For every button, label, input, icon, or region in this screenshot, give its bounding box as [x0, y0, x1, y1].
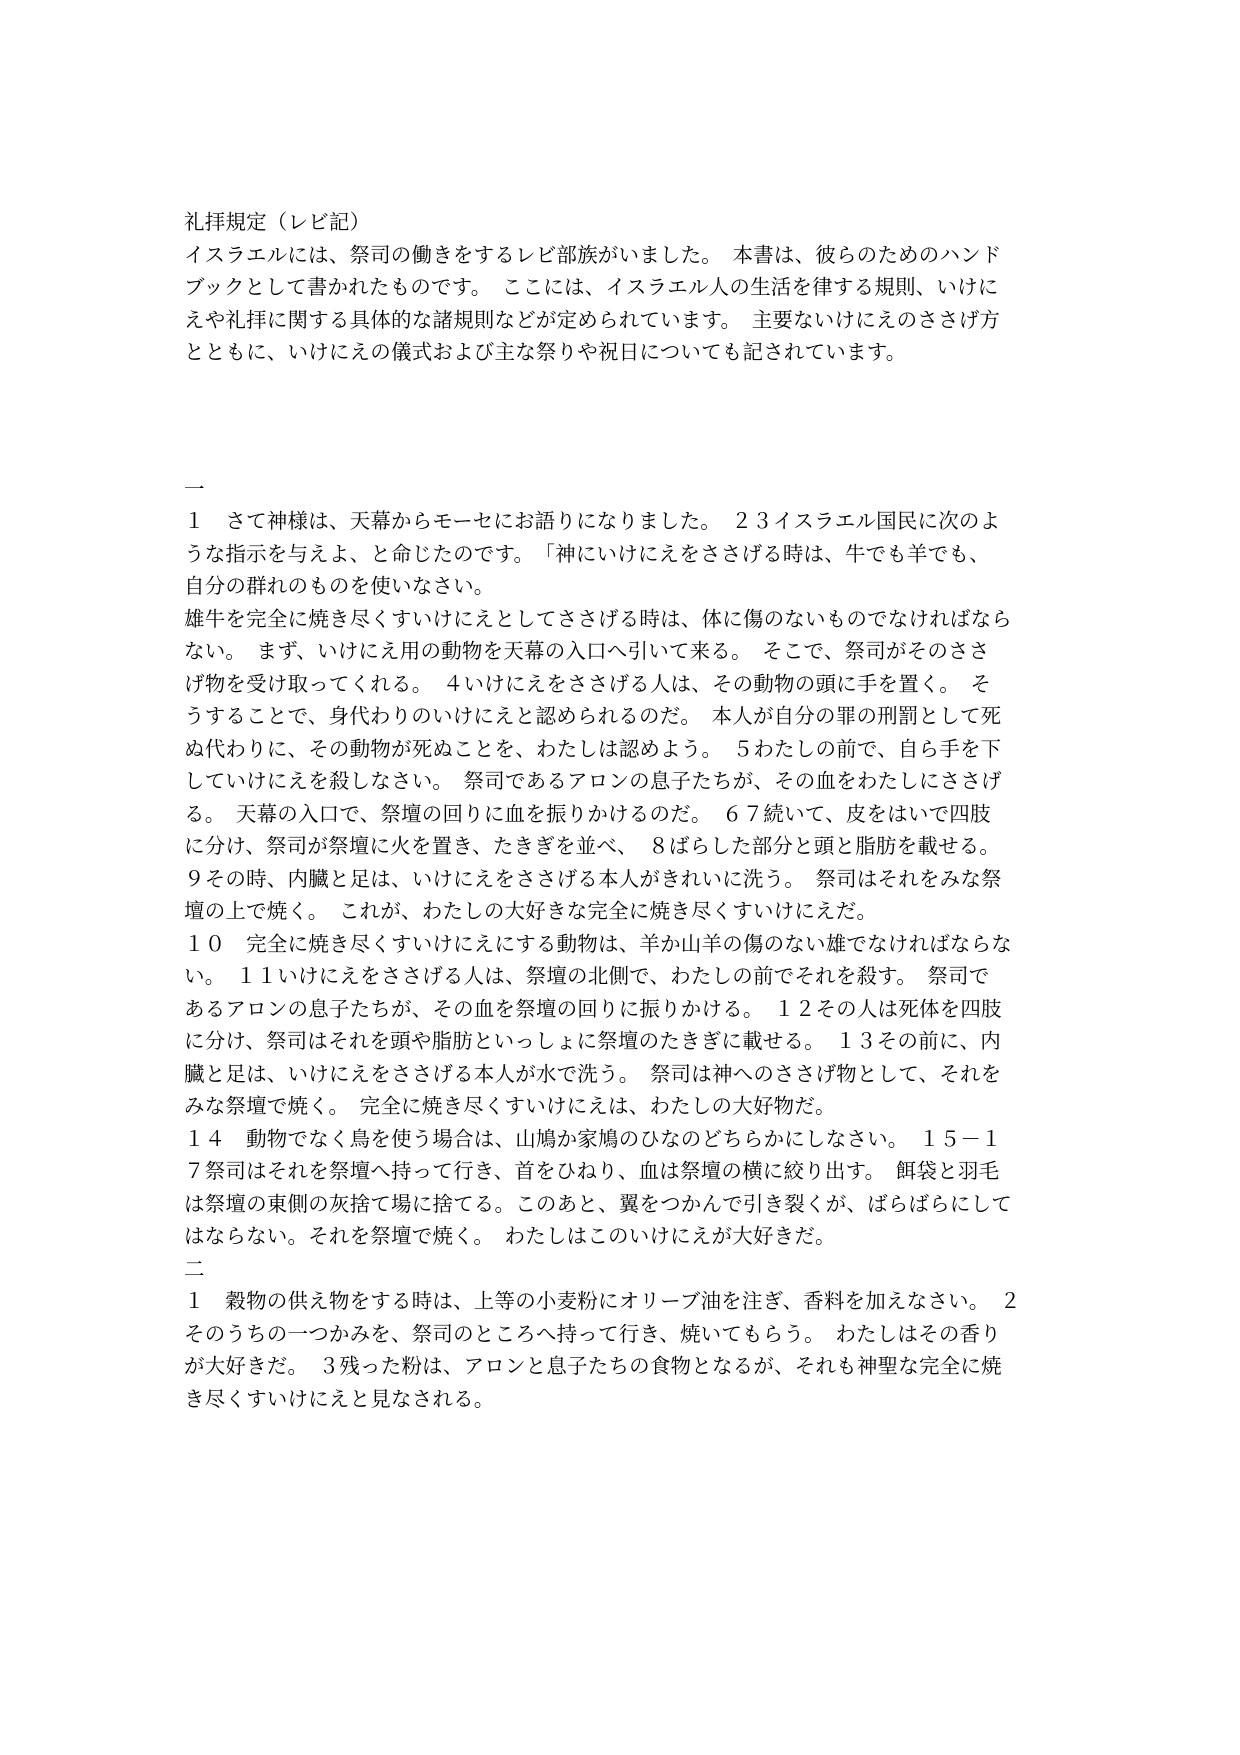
- text-line: ない。 まず、いけにえ用の動物を天幕の入口へ引いて来る。 そこで、祭司がそのささ: [184, 639, 990, 663]
- text-line: げ物を受け取ってくれる。 ４いけにえをささげる人は、その動物の頭に手を置く。 そ: [184, 671, 992, 696]
- text-line: ９その時、内臓と足は、いけにえをささげる本人がきれいに洗う。 祭司はそれをみな祭: [184, 866, 1002, 891]
- text-line: みな祭壇で焼く。 完全に焼き尽くすいけにえは、わたしの大好物だ。: [184, 1094, 836, 1118]
- chapter-1-heading: 一: [184, 476, 205, 501]
- text-line: はならない。それを祭壇で焼く。 わたしはこのいけにえが大好きだ。: [184, 1224, 836, 1248]
- text-line: に分け、祭司が祭壇に火を置き、たきぎを並べ、 ８ばらした部分と頭と脂肪を載せる。: [184, 834, 1001, 858]
- text-line: ぬ代わりに、その動物が死ぬことを、わたしは認めよう。 ５わたしの前で、自ら手を下: [184, 736, 1002, 761]
- text-line: 壇の上で焼く。 これが、わたしの大好きな完全に焼き尽くすいけにえだ。: [184, 899, 878, 923]
- intro-line: ブックとして書かれたものです。 ここには、イスラエル人の生活を律する規則、いけに: [184, 275, 999, 299]
- text-line: １ 穀物の供え物をする時は、上等の小麦粉にオリーブ油を注ぎ、香料を加えなさい。 ２: [184, 1289, 1021, 1313]
- text-line: １ さて神様は、天幕からモーセにお語りになりました。 ２３イスラエル国民に次のよ: [184, 509, 1001, 533]
- text-line: そのうちの一つかみを、祭司のところへ持って行き、焼いてもらう。 わたしはその香り: [184, 1321, 1001, 1346]
- chapter-2-heading: 二: [184, 1256, 205, 1281]
- spacer: [184, 369, 1060, 473]
- text-line: ７祭司はそれを祭壇へ持って行き、首をひねり、血は祭壇の横に絞り出す。 餌袋と羽毛: [184, 1159, 1000, 1183]
- text-line: に分け、祭司はそれを頭や脂肪といっしょに祭壇のたきぎに載せる。 １３その前に、内: [184, 1029, 1001, 1053]
- document-page: [184, 206, 1060, 1415]
- intro-line: とともに、いけにえの儀式および主な祭りや祝日についても記されています。: [184, 340, 907, 364]
- text-line: が大好きだ。 ３残った粉は、アロンと息子たちの食物となるが、それも神聖な完全に焼: [184, 1354, 1002, 1378]
- text-line: うな指示を与えよ、と命じたのです。 「神にいけにえをささげる時は、牛でも羊でも、: [184, 541, 990, 566]
- text-line: １４ 動物でなく鳥を使う場合は、山鳩か家鳩のひなのどちらかにしなさい。 １５－１: [184, 1126, 1002, 1151]
- intro-paragraph: [184, 239, 1060, 369]
- document-title: 礼拝規定（レビ記）: [184, 210, 371, 234]
- text-line: あるアロンの息子たちが、その血を祭壇の回りに振りかける。 １２その人は死体を四肢: [184, 996, 1002, 1021]
- text-line: い。 １１いけにえをささげる人は、祭壇の北側で、わたしの前でそれを殺す。 祭司で: [184, 964, 990, 988]
- intro-line: イスラエルには、祭司の働きをするレビ部族がいました。 本書は、彼らのためのハンド: [184, 242, 1002, 267]
- chapter-2-text: [184, 1285, 1060, 1415]
- text-line: 自分の群れのものを使いなさい。: [184, 574, 495, 598]
- text-line: き尽くすいけにえと見なされる。: [184, 1386, 495, 1411]
- text-line: る。 天幕の入口で、祭壇の回りに血を振りかけるのだ。 ６７続いて、皮をはいで四肢: [184, 801, 991, 826]
- chapter-1-text: [184, 505, 1060, 1253]
- text-line: は祭壇の東側の灰捨て場に捨てる。このあと、翼をつかんで引き裂くが、ばらばらにして: [184, 1191, 1012, 1216]
- text-line: 雄牛を完全に焼き尽くすいけにえとしてささげる時は、体に傷のないものでなければなら: [184, 606, 1012, 631]
- text-line: 臓と足は、いけにえをささげる本人が水で洗う。 祭司は神へのささげ物として、それを: [184, 1061, 1002, 1086]
- text-line: していけにえを殺しなさい。 祭司であるアロンの息子たちが、その血をわたしにささげ: [184, 769, 1002, 793]
- intro-line: えや礼拝に関する具体的な諸規則などが定められています。 主要ないけにえのささげ方: [184, 307, 1001, 332]
- text-line: １０ 完全に焼き尽くすいけにえにする動物は、羊か山羊の傷のない雄でなければならな: [184, 931, 1012, 956]
- text-line: うすることで、身代わりのいけにえと認められるのだ。 本人が自分の罪の刑罰として死: [184, 704, 1002, 728]
